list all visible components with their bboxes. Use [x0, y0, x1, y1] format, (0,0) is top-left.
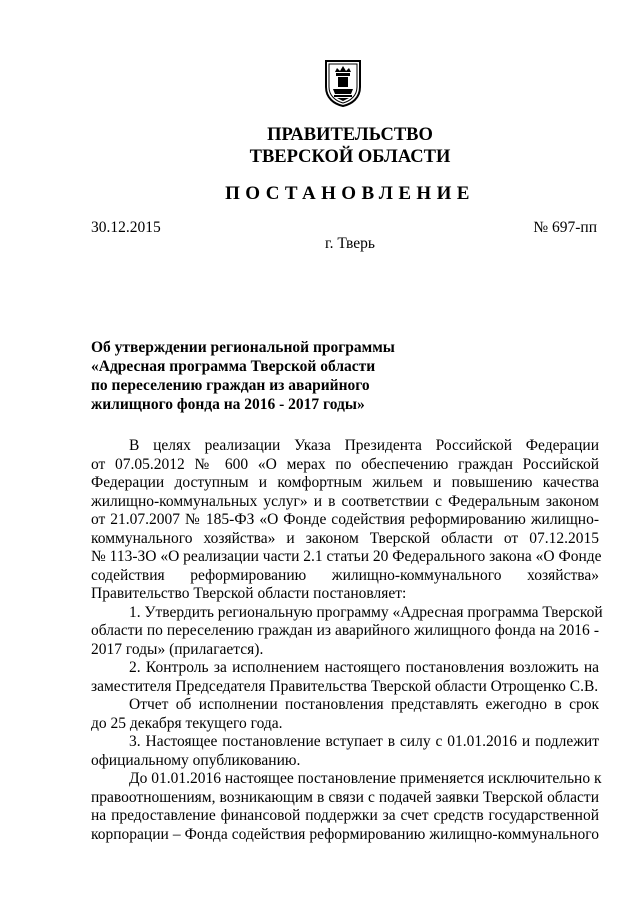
body-line: № 113-ЗО «О реализации части 2.1 статьи 20 Федерального закона «О Фонде [91, 548, 602, 565]
body-line: 3. Настоящее постановление вступает в силу с 01.01.2016 и подлежит [129, 733, 599, 750]
subject-line: по переселению граждан из аварийного [91, 377, 370, 394]
body-line: содействия реформированию жилищно-коммунального хозяйства» [91, 566, 599, 584]
body-line: жилищно-коммунальных услуг» и в соответствии с Федеральным законом [91, 492, 599, 510]
document-subject [91, 338, 395, 414]
organization-name-line-2: ТВЕРСКОЙ ОБЛАСТИ [249, 147, 451, 167]
body-line: 2. Контроль за исполнением настоящего постановления возложить на [129, 659, 599, 676]
coat-of-arms-icon [322, 58, 364, 108]
body-line: Федерации доступным и комфортным жильем и повышению качества [91, 474, 599, 491]
body-line: Отчет об исполнении постановления представлять ежегодно в срок [129, 696, 599, 713]
body-line: на предоставление финансовой поддержки за счет средств государственной [91, 807, 599, 824]
subject-line: «Адресная программа Тверской области [91, 358, 376, 375]
document-type: ПОСТАНОВЛЕНИЕ [225, 183, 475, 204]
body-line: от 07.05.2012 № 600 «О мерах по обеспечению граждан Российской [91, 455, 599, 473]
body-line: заместителя Председателя Правительства Тверской области Отрощенко С.В. [91, 677, 599, 695]
body-line: официальному опубликованию. [91, 751, 301, 769]
subject-line: Об утверждении региональной программы [91, 339, 395, 356]
body-line: до 25 декабря текущего года. [91, 714, 283, 732]
document-body [91, 437, 603, 844]
body-line: В целях реализации Указа Президента Российской Федерации [129, 437, 599, 454]
document-date: 30.12.2015 [91, 219, 161, 236]
body-line: корпорации – Фонда содействия реформированию жилищно-коммунального [91, 825, 599, 843]
body-line: правоотношениям, возникающим в связи с подачей заявки Тверской области [91, 788, 599, 806]
organization-name-line-1: ПРАВИТЕЛЬСТВО [267, 125, 433, 145]
document-number: № 697-пп [533, 219, 597, 236]
document-city: г. Тверь [325, 235, 375, 252]
body-line: области по переселению граждан из аварийного жилищного фонда на 2016 - [91, 622, 599, 639]
body-line: До 01.01.2016 настоящее постановление применяется исключительно к [129, 770, 602, 787]
body-line: 2017 годы» (прилагается). [91, 640, 264, 658]
subject-line: жилищного фонда на 2016 - 2017 годы» [91, 396, 365, 413]
body-line: Правительство Тверской области постановляет: [91, 585, 407, 602]
body-line: 1. Утвердить региональную программу «Адресная программа Тверской [129, 603, 603, 621]
body-line: коммунального хозяйства» и законом Тверской области от 07.12.2015 [91, 529, 599, 547]
body-line: от 21.07.2007 № 185-ФЗ «О Фонде содействия реформированию жилищно- [91, 511, 599, 528]
